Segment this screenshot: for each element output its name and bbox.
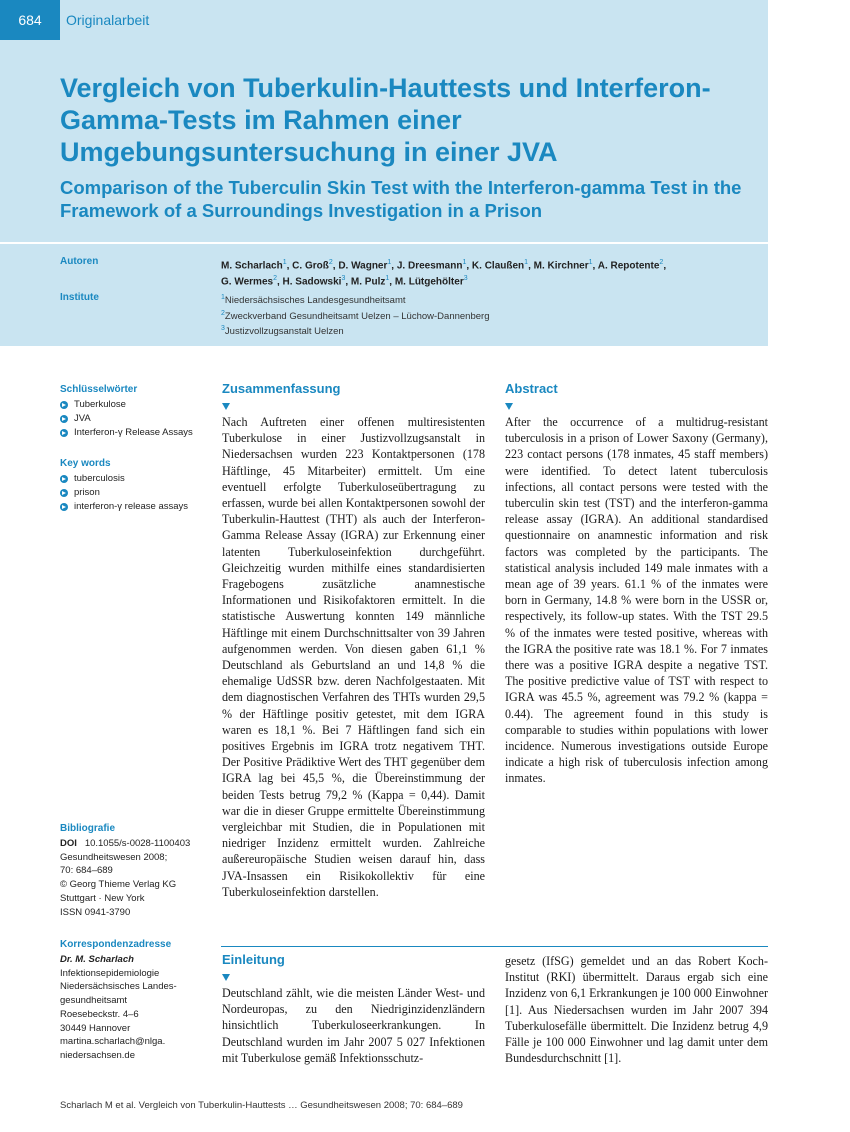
keyword-de-item: JVA [60,412,193,426]
abstract-text: After the occurrence of a multidrug-resistant tuberculosis in a prison of Lower Saxony (Germany), 223 contact persons (178 inmates, 45 staff members) were identified. To detect latent tuberculosis infections, all contact persons were tested with the tuberculin skin test (TST) and the interferon-gamma release assay (IGRA). An additional standardised questionnaire on anamnestic information and risk factors was completed by the participants. The statistical analysis included 149 male inmates with a mean age of 39 years. 61.1 % of the inmates were born in Germany, 14.8 % were born in the USSR or, respectively, its follow-up states. With the TST 29.5 % of the inmates were tested positive, whereas with the IGRA the positive rate was 18.1 %. For 7 inmates there was a positive IGRA despite a negative TST. The positive predictive value of TST with respect to IGRA was 45.5 %, agreement was 79.2 % (kappa = 0.44). The agreement found in this study is comparable to studies within populations with lower incidence. Numerous investigations outside Europe indicate a high risk of tuberculosis infection among inmates. [505,415,768,786]
author-name: C. Groß [292,260,329,272]
institute-number: 1 [221,294,225,301]
footer-citation: Scharlach M et al. Vergleich von Tuberkulin-Hauttests … Gesundheitswesen 2008; 70: 684–689 [60,1100,463,1111]
section-arrow-icon [222,974,230,981]
author-name: A. Repotente [597,260,660,272]
zusammenfassung-text: Nach Auftreten einer offenen multiresistenten Tuberkulose in einer Justizvollzugsanstalt in Niedersachsen wurden 223 Kontaktpersonen (178 Häftlinge, 45 Mitarbeiter) ermittelt. Um eine eventuell erfolgte Tuberkuloseübertragung zu erfassen, wurde bei allen Kontaktpersonen sowohl der Tuberkulin-Hauttest (THT) als auch der Interferon-Gamma Release Assay (IGRA) zur Erkennung einer latenten Tuberkuloseinfektion durchgeführt. Gleichzeitig wurden mithilfe eines standardisierten Fragebogens zusätzliche anamnestische Informationen und Risikofaktoren ermittelt. In die statistische Auswertung konnten 149 männliche Häftlinge mit einem Durchschnittsalter von 39 Jahren aufgenommen werden. Von diesen gaben 61,1 % Deutschland als Geburtsland an und 14,8 % die ehemalige UdSSR bzw. deren Nachfolgestaaten. Mit dem diagnostischen Verfahren des THTs wurden 29,5 % der Häftlinge positiv getestet, mit dem IGRA waren es 18,1 %. Bei 7 Häftlingen fand sich ein positives Ergebnis im IGRA trotz negativem THT. Der Positive Prädiktive Wert des THT gegenüber dem IGRA lag bei 45,5 %, die Übereinstimmung der beiden Tests betrug 79,2 % (Kappa = 0,44). Damit war die in dieser Gruppe ermittelte Übereinstimmung vergleichbar mit Studien, die in Populationen mit niedriger Inzidenz ermittelt wurden. Zahlreiche außereuropäische Studien weisen darauf hin, dass JVA-Insassen ein Risikokollektiv für eine Tuberkuloseinfektion darstellen. [222,415,485,899]
einleitung-text-col2: gesetz (IfSG) gemeldet und an das Robert Koch-Institut (RKI) übermittelt. Daraus ergab sich eine Inzidenz von 6,1 Erkrankungen je 100 000 Einwohner [1]. Aus Niedersachsen wurden im Jahr 2007 394 Tuberkulosefälle übermittelt. Die Inzidenz betrug 4,9 Fälle je 100 000 Einwohner und lag damit unter dem Bundesdurchschnitt [1]. [505,954,768,1066]
address-line: Infektionsepidemiologie [60,967,160,979]
section-label: Originalarbeit [66,12,150,28]
author-affiliation: 2 [328,259,333,266]
author-name: M. Scharlach [221,260,283,272]
author-affiliation: 1 [588,259,593,266]
email-line[interactable]: martina.scharlach@nlga. [60,1036,166,1048]
author-affiliation: 2 [273,275,277,283]
einleitung-text-col1: Deutschland zählt, wie die meisten Länder West- und Nordeuropas, zu den Niedriginzidenzländern hinsichtlich Tuberkuloseerkrankungen. In Deutschland wurden im Jahr 2007 5 027 Infektionen mit Tuberkulose gemäß Infektionsschutz- [222,986,485,1065]
section-rule [221,946,768,947]
section-arrow-icon [505,403,513,410]
author-affiliation: 3 [463,275,468,283]
bibliography-box [60,837,210,919]
bibliography-line: 70: 684–689 [60,865,113,877]
author-name: G. Wermes [221,276,274,288]
bibliography-line: © Georg Thieme Verlag KG [60,879,177,891]
address-line: gesundheitsamt [60,995,128,1007]
bibliography-line: Gesundheitswesen 2008; [60,851,168,863]
author-affiliation: 1 [462,259,467,266]
institute-item [221,323,741,339]
author-affiliation: 1 [282,259,287,266]
keywords-de-list [60,398,193,440]
keyword-en-item: interferon-γ release assays [60,500,188,514]
institute-number: 2 [221,309,225,317]
author-name: M. Kirchner [533,260,589,272]
title-german: Vergleich von Tuberkulin-Hauttests und Interferon-Gamma-Tests im Rahmen einer Umgebungsuntersuchung in einer JVA [60,73,711,167]
page-number: 684 [0,0,60,40]
authors-label: Autoren [60,256,99,267]
bibliography-label: Bibliografie [60,823,116,834]
author-affiliation: 1 [387,259,392,266]
correspondence-label: Korrespondenzadresse [60,939,172,950]
einleitung-heading: Einleitung [222,952,285,967]
author-affiliation: 1 [524,259,529,266]
correspondence-box [60,953,210,1063]
doi-value: 10.1055/s-0028-1100403 [84,838,191,849]
address-line: Roesebeckstr. 4–6 [60,1008,139,1020]
institute-name: Zweckverband Gesundheitsamt Uelzen – Lüchow-Dannenberg [224,310,490,322]
email-line[interactable]: niedersachsen.de [60,1049,135,1061]
institute-item [221,292,741,308]
keywords-en-list [60,472,188,514]
author-name: M. Pulz [350,276,386,288]
correspondence-name: Dr. M. Scharlach [60,954,134,965]
author-name: H. Sadowski [282,276,342,288]
header-divider [0,242,768,244]
institute-list [221,292,741,339]
keyword-de-item: Tuberkulose [60,398,193,412]
institute-item [221,308,741,324]
author-affiliation: 3 [341,275,346,283]
keywords-de-label: Schlüsselwörter [60,384,138,395]
keyword-en-item: tuberculosis [60,472,188,486]
address-line: Niedersächsisches Landes- [60,981,177,993]
institute-number: 3 [221,325,225,333]
abstract-heading: Abstract [505,381,558,396]
doi-label: DOI [60,838,77,849]
title-english: Comparison of the Tuberculin Skin Test with the Interferon-gamma Test in the Framework of a Surroundings Investigation in a Prison [60,177,742,221]
keyword-en-item: prison [60,486,188,500]
bibliography-line: Stuttgart · New York [60,892,145,904]
institute-name: Justizvollzugsanstalt Uelzen [224,326,344,338]
author-name: M. Lütgehölter [394,276,464,288]
keywords-en-label: Key words [60,458,111,469]
section-arrow-icon [222,403,230,410]
author-name: J. Dreesmann [396,260,463,272]
author-name: K. Claußen [471,260,525,272]
author-name: D. Wagner [338,260,388,272]
author-list: M. Scharlach$^1$, C. Groß$^2$, D. Wagner$^1$, J. Dreesmann$^1$, K. Claußen$^1$, M. Kirchner$^1$, A. Repotente$^2$, G. Wermes$^2$, H. Sadowski$^3$, M. Pulz$^1$, M. Lütgehölter$^3$ [221,259,667,288]
author-affiliation: 1 [385,275,390,283]
author-affiliation: 2 [659,259,664,266]
keyword-de-item: Interferon-γ Release Assays [60,426,193,440]
zusammenfassung-heading: Zusammenfassung [222,381,341,396]
bibliography-line: ISSN 0941-3790 [60,906,131,918]
address-line: 30449 Hannover [60,1022,131,1034]
institute-name: Niedersächsisches Landesgesundheitsamt [224,295,406,307]
institutes-label: Institute [60,292,99,303]
